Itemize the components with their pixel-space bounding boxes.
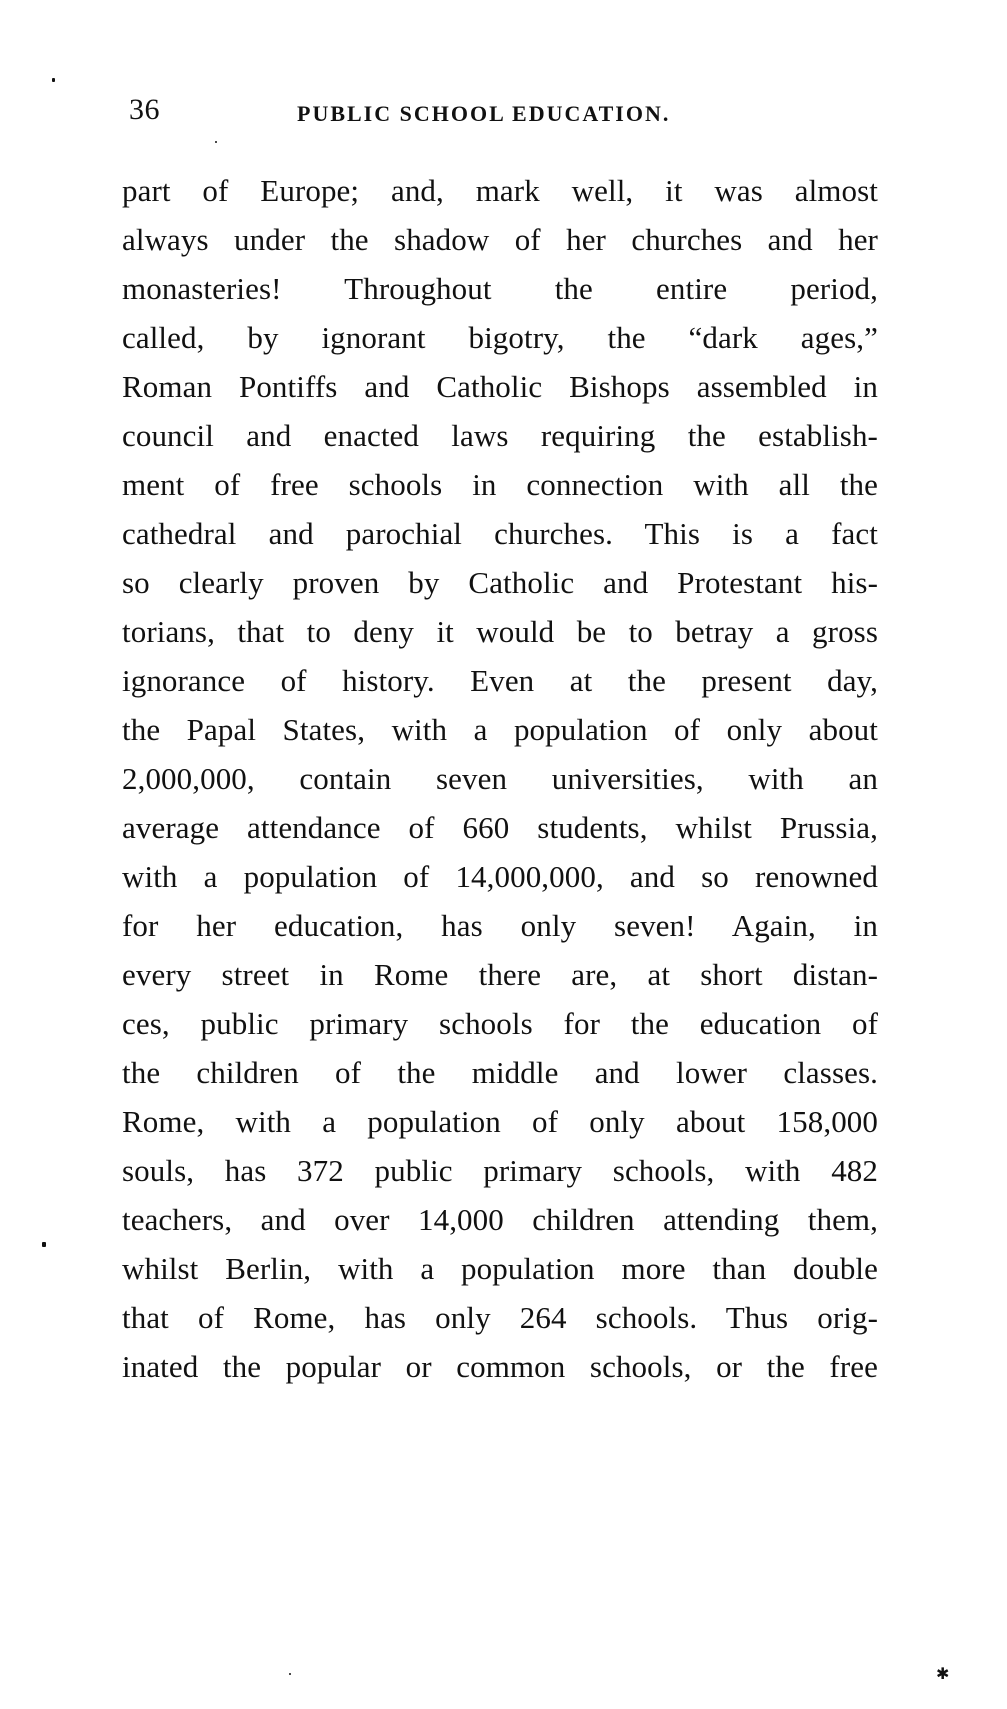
text-line: ces, public primary schools for the education of xyxy=(122,1006,878,1041)
text-line: every street in Rome there are, at short distan- xyxy=(122,957,878,992)
text-line: ment of free schools in connection with all the xyxy=(122,467,878,502)
text-line: whilst Berlin, with a population more than double xyxy=(122,1251,878,1286)
text-line: part of Europe; and, mark well, it was almost xyxy=(122,173,878,208)
text-line: 2,000,000, contain seven universities, with an xyxy=(122,761,878,796)
text-line: the Papal States, with a population of only about xyxy=(122,712,878,747)
text-line: souls, has 372 public primary schools, with 482 xyxy=(122,1153,878,1188)
text-line: inated the popular or common schools, or the free xyxy=(122,1349,878,1384)
text-line: Rome, with a population of only about 158,000 xyxy=(122,1104,878,1139)
text-line: average attendance of 660 students, whilst Prussia, xyxy=(122,810,878,845)
scan-speck xyxy=(289,1673,291,1675)
scan-speck xyxy=(215,141,217,143)
text-line: called, by ignorant bigotry, the “dark ages,” xyxy=(122,320,878,355)
text-line: council and enacted laws requiring the establish- xyxy=(122,418,878,453)
text-line: cathedral and parochial churches. This is a fact xyxy=(122,516,878,551)
text-line: Roman Pontiffs and Catholic Bishops assembled in xyxy=(122,369,878,404)
text-line: torians, that to deny it would be to betray a gross xyxy=(122,614,878,649)
text-line: always under the shadow of her churches and her xyxy=(122,222,878,257)
text-line: so clearly proven by Catholic and Protestant his- xyxy=(122,565,878,600)
running-head xyxy=(122,92,882,132)
text-line: for her education, has only seven! Again, in xyxy=(122,908,878,943)
text-line: monasteries! Throughout the entire period, xyxy=(122,271,878,306)
text-line: with a population of 14,000,000, and so renowned xyxy=(122,859,878,894)
scan-speck xyxy=(52,78,55,82)
text-line: ignorance of history. Even at the present day, xyxy=(122,663,878,698)
body-paragraph xyxy=(122,166,878,1391)
scan-speck xyxy=(42,1242,46,1247)
text-line: the children of the middle and lower classes. xyxy=(122,1055,878,1090)
running-head-title: PUBLIC SCHOOL EDUCATION. xyxy=(297,101,671,126)
ornament-icon: ✱ xyxy=(936,1666,950,1683)
text-line: that of Rome, has only 264 schools. Thus orig- xyxy=(122,1300,878,1335)
page-number: 36 xyxy=(129,93,160,126)
text-line: teachers, and over 14,000 children attending them, xyxy=(122,1202,878,1237)
